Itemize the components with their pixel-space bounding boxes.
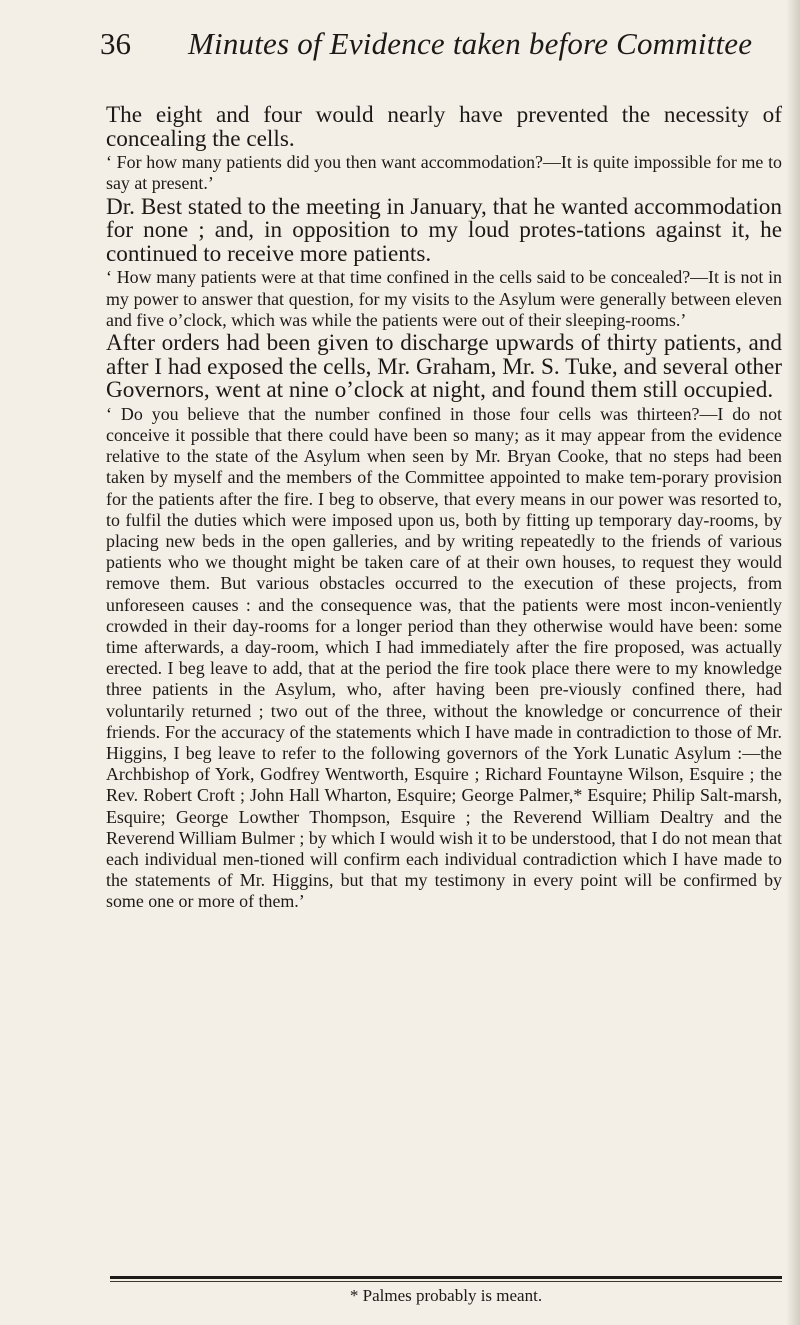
running-title: Minutes of Evidence taken before Committee [188,26,753,61]
footnote-rule-thin [110,1281,782,1282]
paragraph-evidence-quote: ‘ For how many patients did you then want accommodation?—It is quite impossible for me to say at present.’ [106,152,782,194]
page-number: 36 [100,26,131,61]
footnote: * Palmes probably is meant. [349,1286,543,1305]
body-text [106,104,782,913]
page-header [100,26,760,66]
paragraph-narrative: Dr. Best stated to the meeting in January, that he wanted accommodation for none ; and, in opposition to my loud protes-tations against it, he continued to receive more patients. [106,193,782,267]
paragraph-narrative: After orders had been given to discharge upwards of thirty patients, and after I had exposed the cells, Mr. Graham, Mr. S. Tuke, and several other Governors, went at nine o’clock at night, and found them still occupied. [106,329,782,404]
footnote-rule [110,1276,782,1279]
page-edge-shadow [786,0,800,1325]
paragraph-evidence-quote: ‘ Do you believe that the number confined in those four cells was thirteen?—I do not conceive it possible that there could have been so many; as it may appear from the evidence relative to the state of the Asylum when seen by Mr. Bryan Cooke, that no steps had been taken by myself and the members of the Committee appointed to make tem-porary provision for the patients after the fire. I beg to observe, that every means in our power was resorted to, to fulfil the duties which were imposed upon us, both by fitting up temporary day-rooms, by placing new beds in the open galleries, and by writing repeatedly to the friends of various patients who we thought might be taken care of at their own houses, to request they would remove them. But various obstacles occurred to the execution of these projects, from unforeseen causes : and the consequence was, that the patients were most incon-veniently crowded in their day-rooms for a longer period than they otherwise would have been: some time afterwards, a day-room, which I had immediately after the fire proposed, was actually erected. I beg leave to add, that at the period the fire took place there were to my knowledge three patients in the Asylum, who, after having been pre-viously confined there, had voluntarily returned ; two out of the three, without the knowledge or concurrence of their friends. For the accuracy of the statements which I have made in contradiction to those of Mr. Higgins, I beg leave to refer to the following governors of the York Lunatic Asylum :—the Archbishop of York, Godfrey Wentworth, Esquire ; Richard Fountayne Wilson, Esquire ; the Rev. Robert Croft ; John Hall Wharton, Esquire; George Palmer,* Esquire; Philip Salt-marsh, Esquire; George Lowther Thompson, Esquire ; the Reverend William Dealtry and the Reverend William Bulmer ; by which I would wish it to be understood, that I do not mean that each individual men-tioned will confirm each individual contradiction which I have made to the statements of Mr. Higgins, but that my testimony in every point will be confirmed by some one or more of them.’ [106,403,782,912]
paragraph-evidence-quote: ‘ How many patients were at that time confined in the cells said to be concealed?—It is not in my power to answer that question, for my visits to the Asylum were generally between eleven and five o’clock, which was while the patients were out of their sleeping-rooms.’ [106,267,782,330]
paragraph-narrative: The eight and four would nearly have prevented the necessity of concealing the cells. [106,102,782,152]
